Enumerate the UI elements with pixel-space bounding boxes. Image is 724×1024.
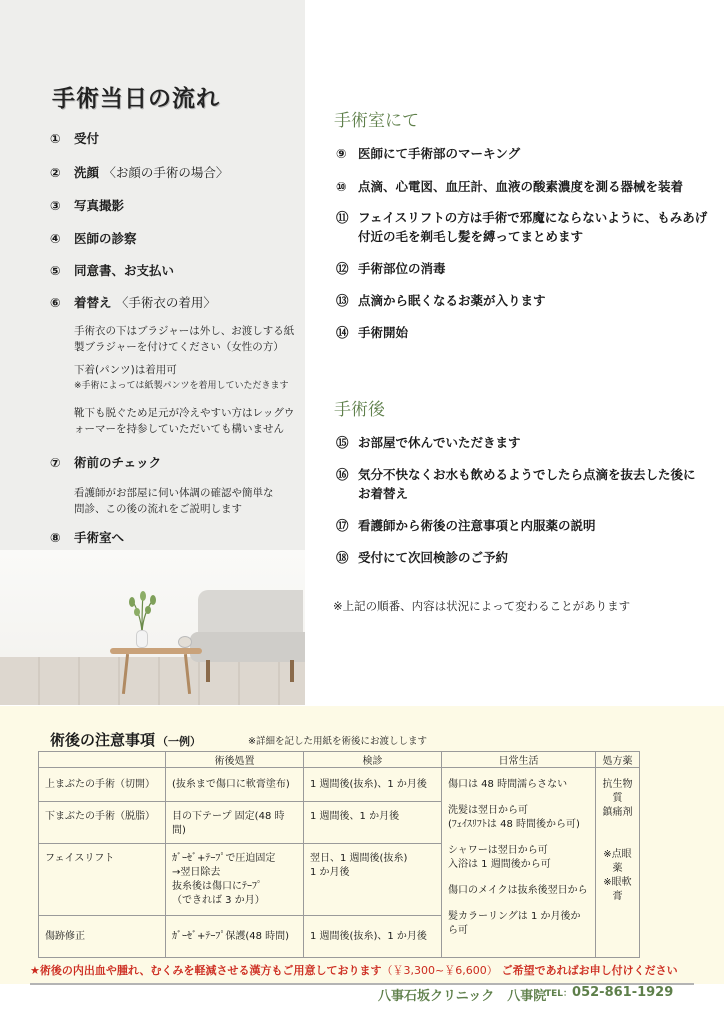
step-8 — [50, 528, 124, 546]
step-label: 受付 — [74, 131, 100, 146]
page-title: 手術当日の流れ — [52, 86, 220, 112]
step-text: 受付にて次回検診のご予約 — [358, 550, 509, 565]
cell-line: (ﾌｪｲｽﾘﾌﾄは 48 時間後から可) — [448, 819, 580, 830]
checkup-cell — [304, 916, 442, 958]
step-number: ③ — [50, 198, 61, 213]
note-line: 製ブラジャーを付けてください（女性の方） — [74, 341, 284, 353]
treatment-cell — [166, 768, 304, 802]
step-text: 医師にて手術部のマーキング — [358, 146, 521, 161]
spacer — [448, 872, 589, 884]
cell-line: 目の下テープ 固定(48 時間) — [172, 811, 285, 836]
step-10 — [336, 177, 683, 196]
cell-line: シャワーは翌日から可 — [448, 845, 548, 856]
post-care-note: ※詳細を記した用紙を術後にお渡しします — [248, 736, 427, 747]
cell-line: 傷口のメイクは抜糸後翌日から — [448, 885, 588, 896]
cell-line: ※点眼薬 — [603, 849, 632, 874]
step-3 — [50, 196, 124, 214]
cell-line: 入浴は 1 週間後から可 — [448, 859, 551, 870]
step-number: ⑥ — [50, 295, 61, 310]
step-number: ⑬ — [336, 293, 349, 308]
post-op-heading: 手術後 — [334, 400, 385, 420]
table-row — [39, 768, 640, 802]
note-line: 問診、この後の流れをご説明します — [74, 503, 242, 515]
step-number: ⑮ — [336, 435, 349, 450]
step-text: 手術部位の消毒 — [358, 261, 446, 276]
step-label: 同意書、お支払い — [74, 263, 175, 278]
note-line: ォーマーを持参していただいても構いません — [74, 423, 284, 435]
step-text: 点滴、心電図、血圧計、血液の酸素濃度を測る器械を装着 — [358, 179, 684, 194]
step-number: ⑦ — [50, 455, 61, 470]
cell-line: 傷口は 48 時間濡らさない — [448, 779, 568, 790]
step-number: ⑯ — [336, 467, 349, 482]
step-text: 手術開始 — [358, 325, 409, 340]
step-4 — [50, 229, 137, 247]
procedure-name: 上まぶたの手術（切開） — [39, 768, 166, 802]
cell-line: 抗生物質 — [602, 779, 633, 804]
step-sublabel: 〈お顔の手術の場合〉 — [103, 165, 229, 180]
spacer — [448, 792, 589, 804]
underwear-note — [74, 362, 289, 394]
treatment-cell — [166, 844, 304, 916]
cell-line: ｶﾞｰｾﾞ+ﾃｰﾌﾟで圧迫固定 — [172, 853, 276, 864]
table-header: 術後処置 — [166, 752, 304, 768]
note-line: 下着(パンツ)は着用可 — [74, 364, 177, 376]
cell-line: ｶﾞｰｾﾞ+ﾃｰﾌﾟ保護(48 時間) — [172, 931, 290, 942]
step-label: 着替え — [74, 295, 112, 310]
disclaimer: ※上記の順番、内容は状況によって変わることがあります — [333, 599, 631, 613]
kampo-notice — [30, 962, 678, 978]
step-sublabel: 〈手術衣の着用〉 — [115, 295, 216, 310]
step-number: ⑫ — [336, 261, 349, 276]
socks-note — [74, 405, 294, 437]
step-number: ⑤ — [50, 263, 61, 278]
step-5 — [50, 261, 174, 279]
step-label: 手術室へ — [74, 530, 125, 545]
cell-line: 洗髪は翌日から可 — [448, 805, 528, 816]
spacer — [448, 832, 589, 844]
checkup-cell — [304, 844, 442, 916]
spacer — [602, 820, 633, 848]
cell-line: 1 週間後(抜糸)、1 か月後 — [310, 931, 427, 942]
clinic-name: 八事石坂クリニック 八事院 — [378, 989, 547, 1004]
clinic-phone — [545, 985, 673, 1000]
step-1 — [50, 129, 99, 147]
step-text: お部屋で休んでいただきます — [358, 435, 521, 450]
step-number: ② — [50, 165, 61, 180]
cell-line: 1 か月後 — [310, 867, 350, 878]
cell-line: 抜糸後は傷口にﾃｰﾌﾟ — [172, 881, 262, 892]
step-number: ① — [50, 131, 61, 146]
cell-line: 1 週間後(抜糸)、1 か月後 — [310, 779, 427, 790]
table-header-row — [39, 752, 640, 768]
treatment-cell — [166, 802, 304, 844]
note-line: 靴下も脱ぐため足元が冷えやすい方はレッグウ — [74, 407, 295, 419]
cell-line: （できれば 3 か月） — [172, 895, 265, 906]
step-number: ⑭ — [336, 325, 349, 340]
step-2 — [50, 163, 228, 181]
operating-room-heading: 手術室にて — [334, 111, 419, 131]
step-number: ⑰ — [336, 518, 349, 533]
step-16 — [336, 465, 696, 503]
spacer — [448, 898, 589, 910]
step-label: 医師の診察 — [74, 231, 137, 246]
post-care-title-text: 術後の注意事項 — [50, 731, 156, 749]
cell-line: 1 週間後、1 か月後 — [310, 811, 400, 822]
step-label: 写真撮影 — [74, 198, 125, 213]
cell-line: 髪カラーリングは 1 か月後から可 — [448, 911, 581, 936]
note-line: 手術衣の下はブラジャーは外し、お渡しする紙 — [74, 325, 295, 337]
checkup-cell — [304, 802, 442, 844]
step-15 — [336, 433, 521, 452]
table-header: 日常生活 — [442, 752, 596, 768]
step-12 — [336, 259, 446, 278]
procedure-name: フェイスリフト — [39, 844, 166, 916]
note-line: 看護師がお部屋に伺い体調の確認や簡単な — [74, 487, 274, 499]
cell-line: 鎮痛剤 — [602, 807, 633, 818]
step-17 — [336, 516, 596, 535]
sofa-seat-illustration — [190, 632, 305, 662]
step-text: 看護師から術後の注意事項と内服薬の説明 — [358, 518, 596, 533]
step-9 — [336, 144, 520, 163]
step-text: フェイスリフトの方は手術で邪魔にならないように、もみあげ — [358, 210, 708, 225]
step-6 — [50, 293, 216, 311]
post-care-table — [38, 751, 640, 958]
step-14 — [336, 323, 408, 342]
treatment-cell — [166, 916, 304, 958]
post-care-example: （一例） — [157, 735, 202, 748]
notice-text: ★術後の内出血や腫れ、むくみを軽減させる漢方もご用意しております — [30, 964, 382, 977]
note-line: ※手術によっては紙製パンツを着用していただきます — [74, 381, 289, 391]
cell-line: →翌日除去 — [172, 867, 221, 878]
interior-photo — [0, 550, 305, 705]
procedure-name: 傷跡修正 — [39, 916, 166, 958]
step-number: ⑱ — [336, 550, 349, 565]
cell-line: ※眼軟膏 — [603, 877, 632, 902]
checkup-cell — [304, 768, 442, 802]
step-text: 気分不快なくお水も飲めるようでしたら点滴を抜去した後に — [358, 467, 696, 482]
post-care-title — [50, 729, 201, 750]
step-number: ⑨ — [336, 146, 347, 161]
step-number: ⑪ — [336, 210, 349, 225]
sofa-leg — [290, 660, 294, 682]
cell-line: (抜糸まで傷口に軟膏塗布) — [172, 779, 290, 790]
step-18 — [336, 548, 508, 567]
notice-price: （￥3,300~￥6,600） — [381, 964, 498, 977]
procedure-name: 下まぶたの手術（脱脂） — [39, 802, 166, 844]
medication-cell — [596, 768, 640, 958]
notice-tail: ご希望であればお申し付けください — [501, 964, 678, 977]
table-header — [39, 752, 166, 768]
vase-illustration — [136, 630, 148, 648]
step-11 — [336, 208, 707, 246]
plant-illustration — [122, 590, 162, 632]
step-number: ⑧ — [50, 530, 61, 545]
gown-note — [74, 323, 294, 355]
side-table-illustration — [110, 648, 202, 654]
step-text: お着替え — [358, 486, 409, 501]
step-label: 術前のチェック — [74, 455, 162, 470]
floor-illustration — [0, 657, 305, 705]
step-text: 付近の毛を剃毛し髪を縛ってまとめます — [358, 229, 584, 244]
clock-illustration — [178, 636, 192, 648]
daily-life-cell — [442, 768, 596, 958]
step-number: ④ — [50, 231, 61, 246]
cell-line: 翌日、1 週間後(抜糸) — [310, 853, 408, 864]
step-number: ⑩ — [336, 179, 347, 194]
step-text: 点滴から眠くなるお薬が入ります — [358, 293, 546, 308]
phone-number: 052-861-1929 — [572, 985, 674, 1000]
step-13 — [336, 291, 546, 310]
check-note — [74, 485, 274, 517]
step-7 — [50, 453, 161, 471]
phone-label: TEL： — [545, 989, 573, 999]
step-label: 洗顔 — [74, 165, 100, 180]
sofa-leg — [206, 660, 210, 682]
table-header: 処方薬 — [596, 752, 640, 768]
table-header: 検診 — [304, 752, 442, 768]
